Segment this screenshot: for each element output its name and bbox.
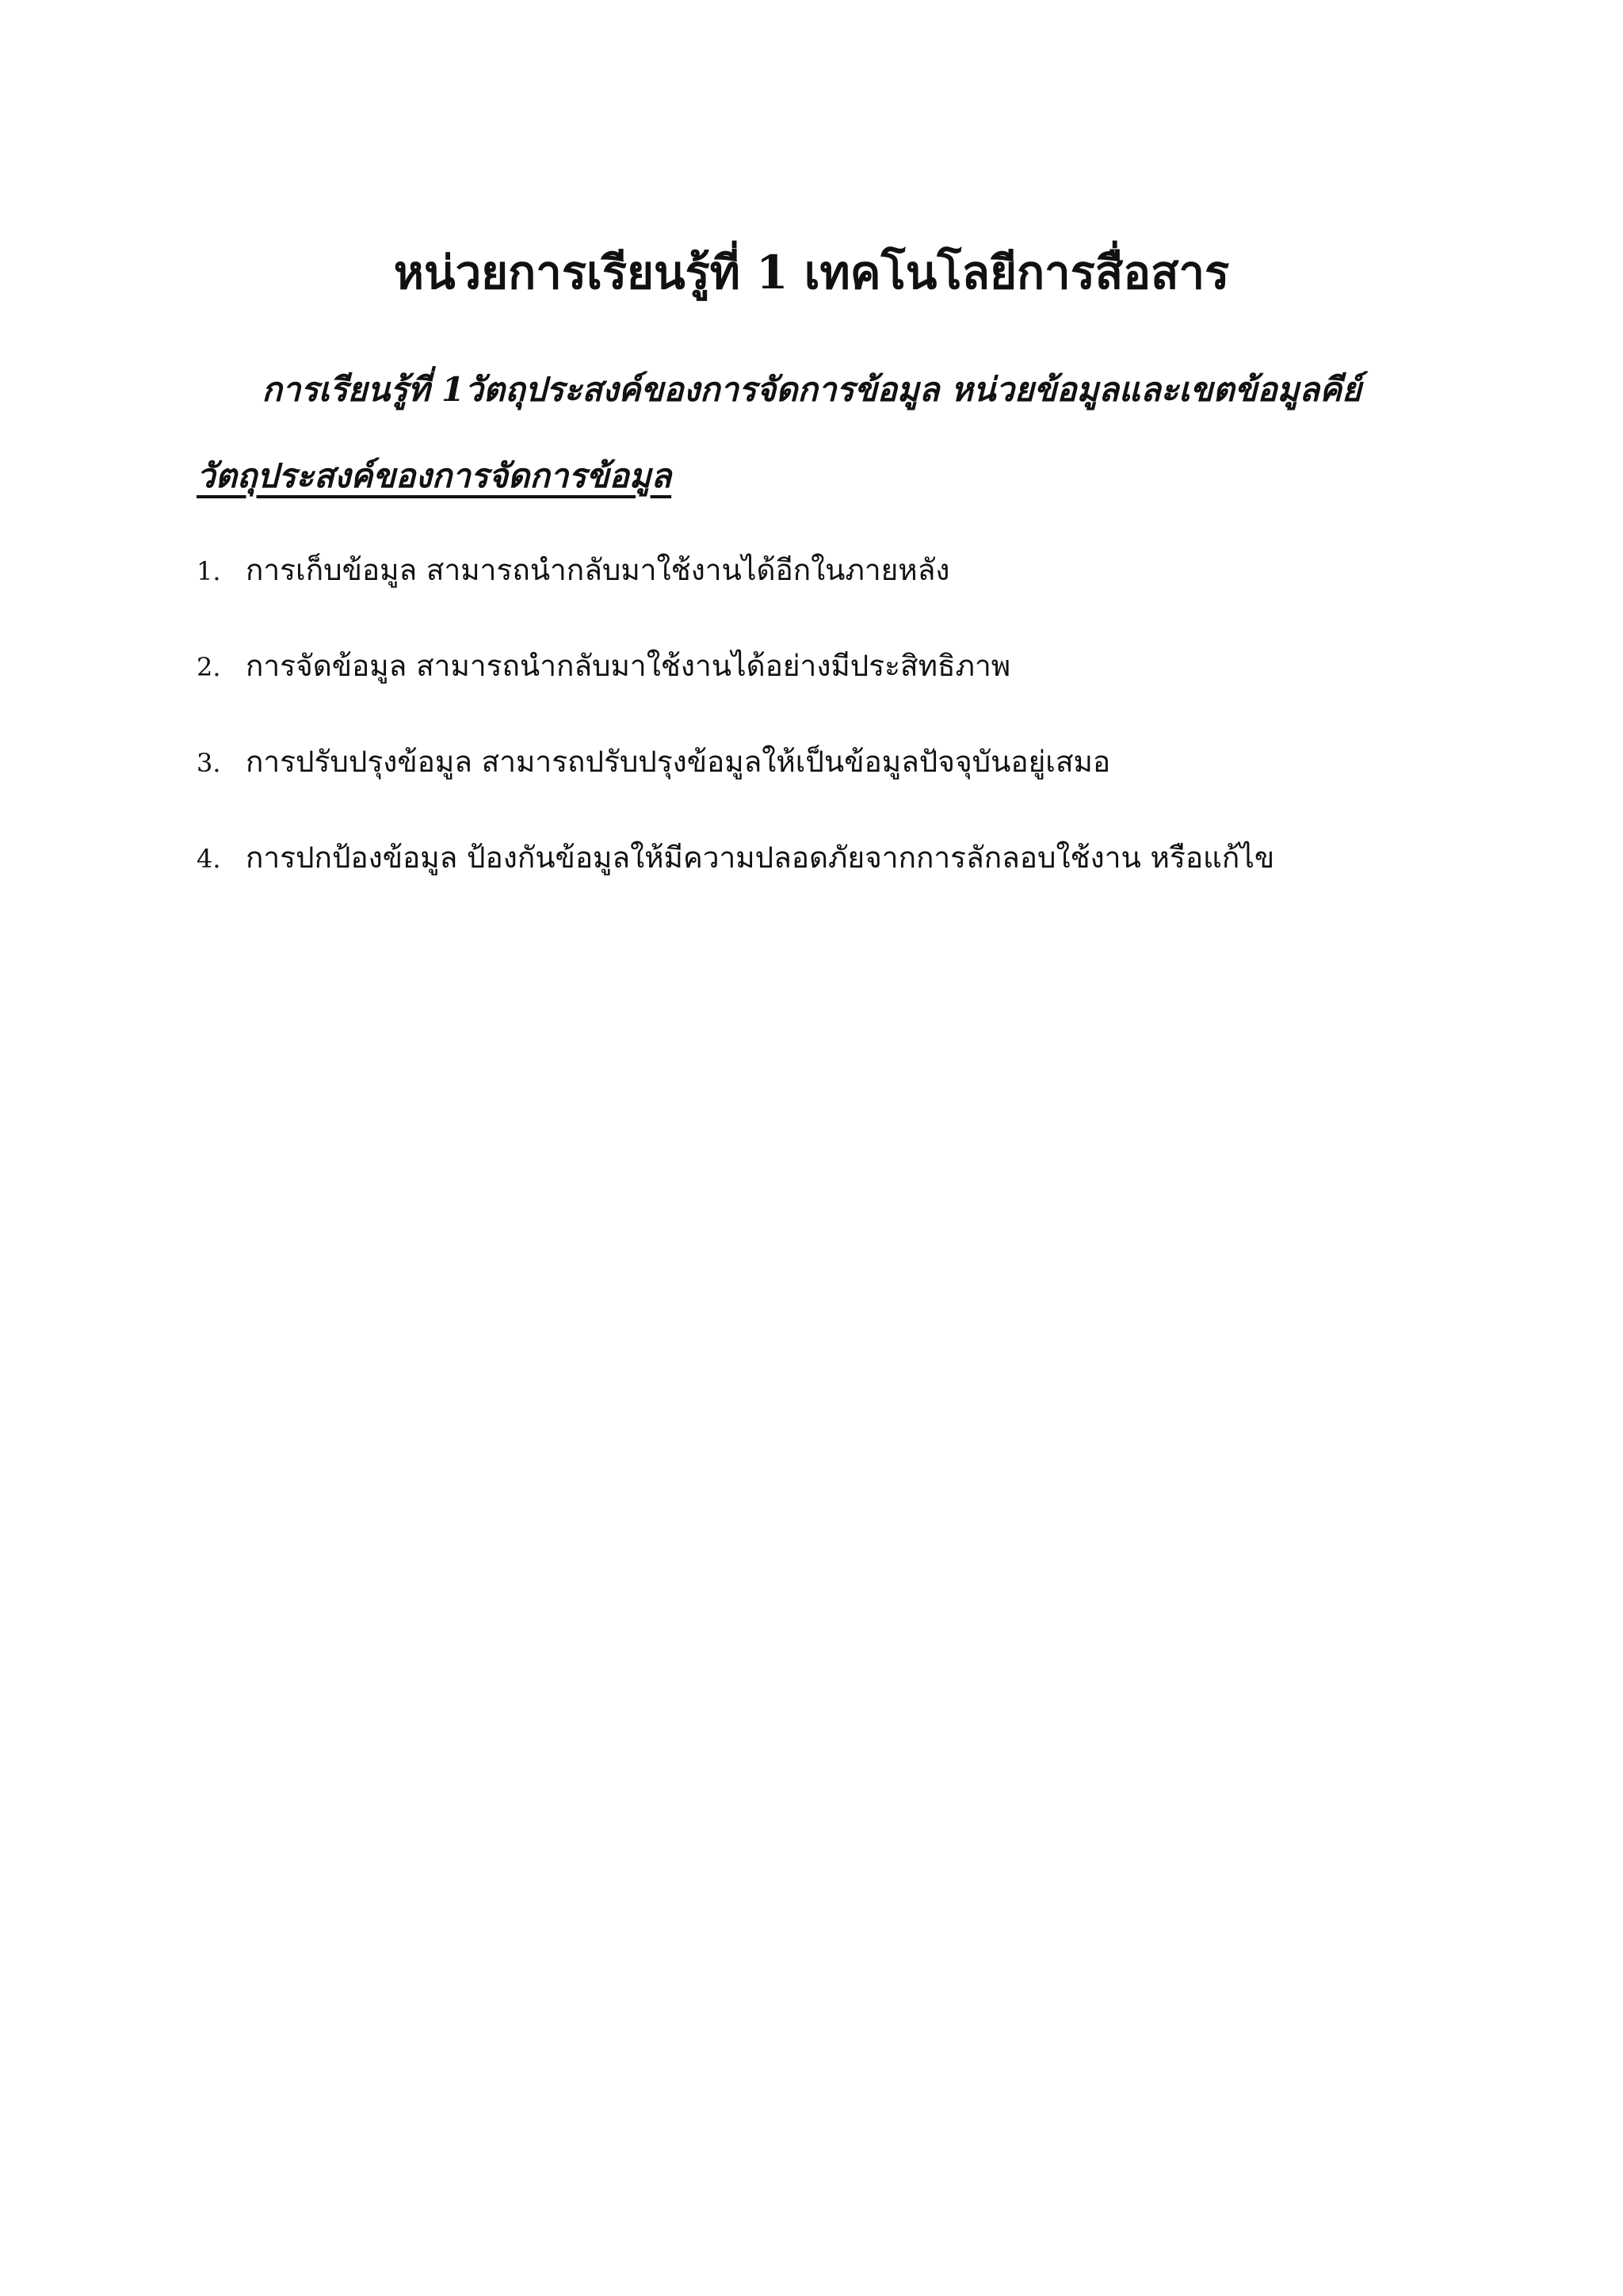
list-item <box>197 834 1465 930</box>
list-item-text: การปรับปรุงข้อมูล สามารถปรับปรุงข้อมูลให้เป็นข้อมูลปัจจุบันอยู่เสมอ <box>246 745 1111 779</box>
list-item-number: 3. <box>197 748 221 778</box>
list-item-number: 4. <box>197 844 221 874</box>
lesson-subtitle: การเรียนรู้ที่ 1วัตถุประสงค์ของการจัดการข้อมูล หน่วยข้อมูลและเขตข้อมูลคีย์ <box>262 369 1361 409</box>
list-item <box>197 547 1465 643</box>
list-item <box>197 643 1465 738</box>
list-item <box>197 738 1465 834</box>
list-item-number: 1. <box>197 556 221 586</box>
list-item-text: การจัดข้อมูล สามารถนำกลับมาใช้งานได้อย่างมีประสิทธิภาพ <box>246 649 1011 683</box>
list-item-number: 2. <box>197 652 221 682</box>
list-item-text: การปกป้องข้อมูล ป้องกันข้อมูลให้มีความปลอดภัยจากการลักลอบใช้งาน หรือแก้ไข <box>246 841 1275 875</box>
list-item-text: การเก็บข้อมูล สามารถนำกลับมาใช้งานได้อีกในภายหลัง <box>246 553 950 587</box>
section-heading: วัตถุประสงค์ของการจัดการข้อมูล <box>197 456 672 495</box>
objectives-list <box>197 547 1465 930</box>
page-title: หน่วยการเรียนรู้ที่ 1 เทคโนโลยีการสื่อสาร <box>393 245 1230 299</box>
